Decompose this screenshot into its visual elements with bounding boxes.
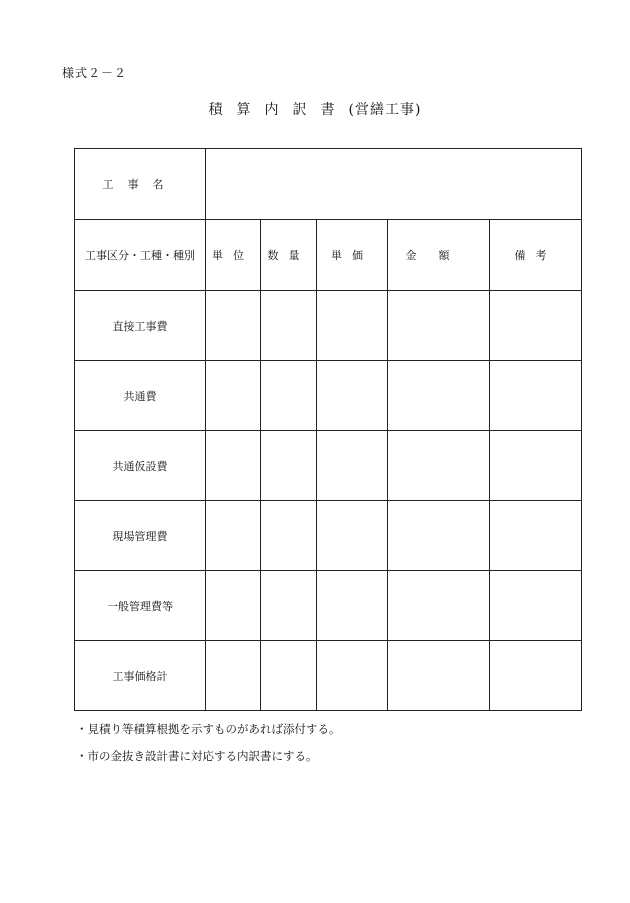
remarks-cell[interactable]	[490, 571, 582, 641]
remarks-cell[interactable]	[490, 501, 582, 571]
header-quantity: 数量	[261, 220, 317, 291]
unit-cell[interactable]	[206, 571, 261, 641]
quantity-cell[interactable]	[261, 431, 317, 501]
remarks-cell[interactable]	[490, 291, 582, 361]
table-row	[75, 641, 582, 711]
unit-price-cell[interactable]	[317, 501, 388, 571]
table-row	[75, 501, 582, 571]
note-attach-basis: ・見積り等積算根拠を示すものがあれば添付する。	[76, 722, 341, 736]
header-remarks: 備考	[490, 220, 582, 291]
row-label: 工事価格計	[75, 641, 206, 711]
project-name-row	[75, 149, 582, 220]
unit-cell[interactable]	[206, 431, 261, 501]
amount-cell[interactable]	[388, 641, 490, 711]
unit-price-cell[interactable]	[317, 641, 388, 711]
quantity-cell[interactable]	[261, 501, 317, 571]
title-main: 積算内訳書	[208, 102, 349, 118]
amount-cell[interactable]	[388, 571, 490, 641]
document-title	[0, 99, 630, 119]
project-name-label: 工事名	[75, 149, 206, 220]
title-sub: (営繕工事)	[348, 102, 422, 118]
form-number: 様式２－２	[62, 66, 128, 80]
amount-cell[interactable]	[388, 431, 490, 501]
quantity-cell[interactable]	[261, 291, 317, 361]
row-label: 直接工事費	[75, 291, 206, 361]
row-label: 共通費	[75, 361, 206, 431]
quantity-cell[interactable]	[261, 641, 317, 711]
header-amount: 金額	[388, 220, 490, 291]
quantity-cell[interactable]	[261, 571, 317, 641]
unit-price-cell[interactable]	[317, 291, 388, 361]
notes	[76, 721, 341, 775]
unit-cell[interactable]	[206, 291, 261, 361]
unit-price-cell[interactable]	[317, 361, 388, 431]
unit-cell[interactable]	[206, 501, 261, 571]
row-label: 一般管理費等	[75, 571, 206, 641]
amount-cell[interactable]	[388, 361, 490, 431]
unit-cell[interactable]	[206, 641, 261, 711]
header-unit-price: 単価	[317, 220, 388, 291]
row-label: 現場管理費	[75, 501, 206, 571]
unit-price-cell[interactable]	[317, 571, 388, 641]
note-match-design: ・市の金抜き設計書に対応する内訳書にする。	[76, 749, 318, 763]
table-row	[75, 291, 582, 361]
remarks-cell[interactable]	[490, 361, 582, 431]
project-name-field[interactable]	[206, 149, 582, 220]
amount-cell[interactable]	[388, 291, 490, 361]
estimate-breakdown-table	[74, 148, 582, 711]
table-row	[75, 431, 582, 501]
header-category: 工事区分・工種・種別	[75, 220, 206, 291]
remarks-cell[interactable]	[490, 431, 582, 501]
header-unit: 単位	[206, 220, 261, 291]
unit-price-cell[interactable]	[317, 431, 388, 501]
remarks-cell[interactable]	[490, 641, 582, 711]
header-row	[75, 220, 582, 291]
table-row	[75, 571, 582, 641]
unit-cell[interactable]	[206, 361, 261, 431]
quantity-cell[interactable]	[261, 361, 317, 431]
amount-cell[interactable]	[388, 501, 490, 571]
row-label: 共通仮設費	[75, 431, 206, 501]
table-row	[75, 361, 582, 431]
